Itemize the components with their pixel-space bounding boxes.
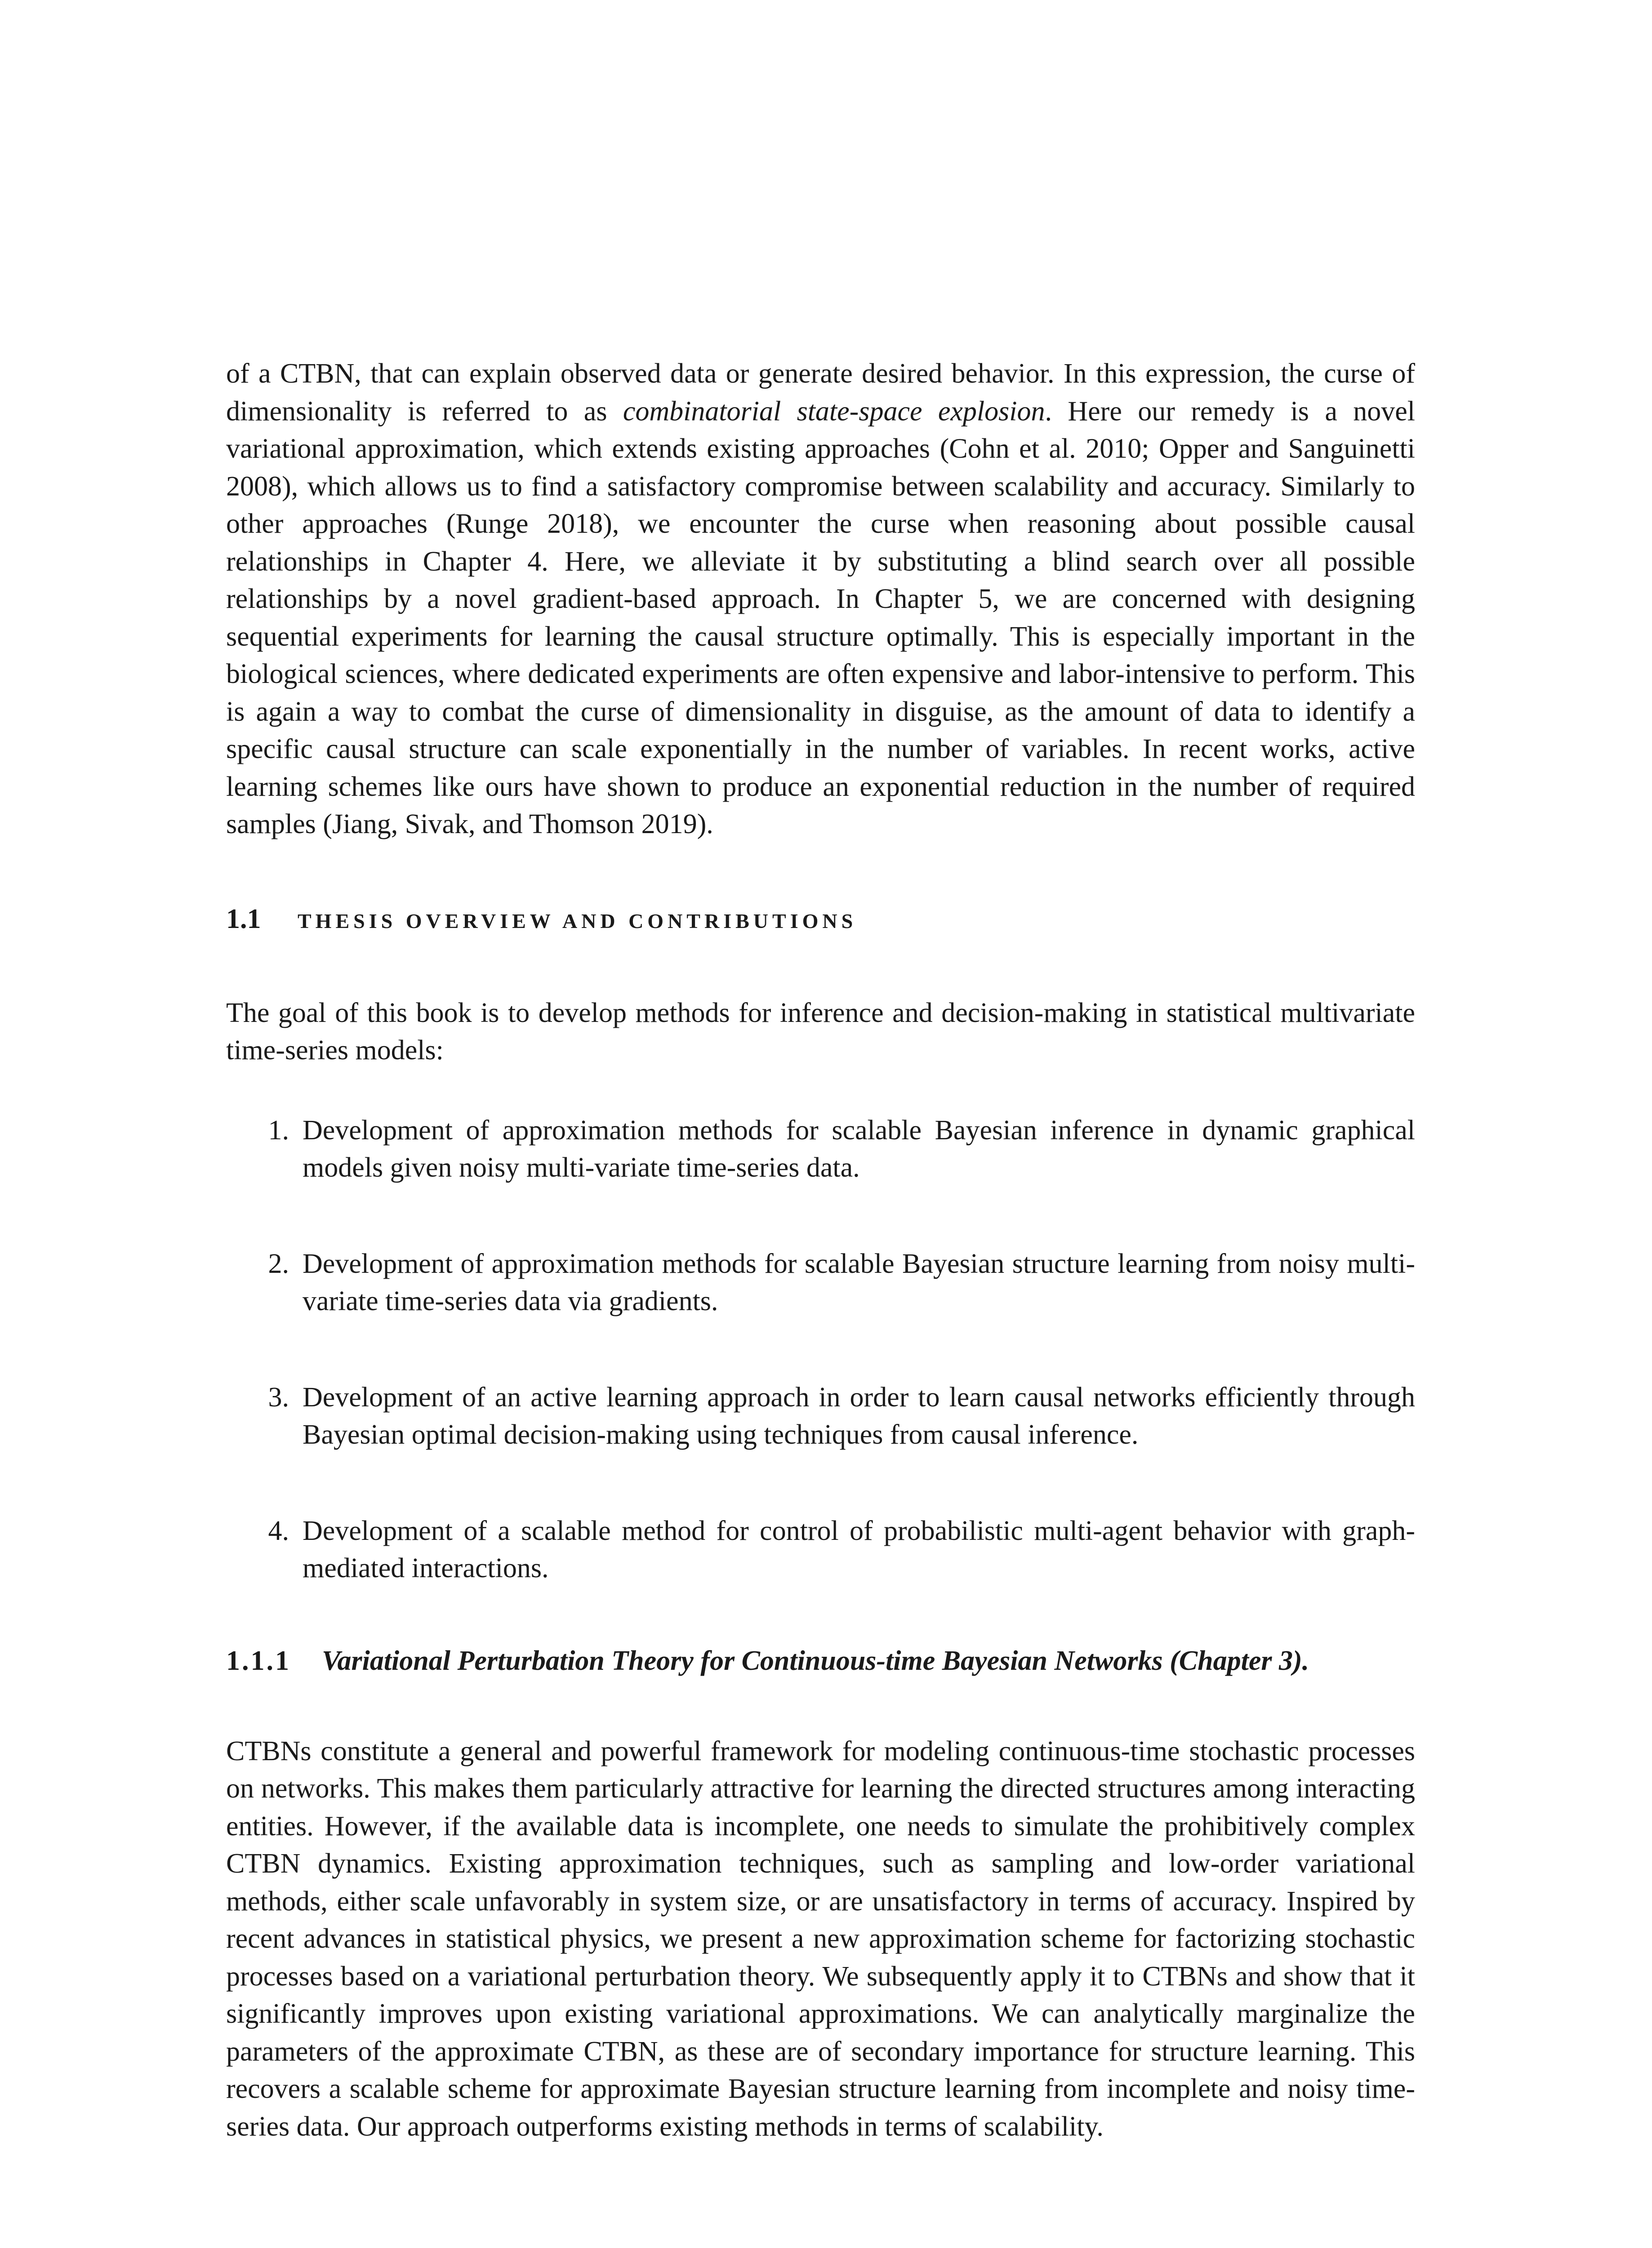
goal-item <box>226 1112 1415 1187</box>
intro-paragraph <box>226 355 1415 843</box>
subsection-body-paragraph: CTBNs constitute a general and powerful framework for modeling continuous-time stochastic processes on networks. This makes them particularly attractive for learning the directed structures among interacting entities. However, if the available data is incomplete, one needs to simulate the prohibitively complex CTBN dynamics. Existing approximation techniques, such as sampling and low-order variational methods, either scale unfavorably in system size, or are unsatisfactory in terms of accuracy. Inspired by recent advances in statistical physics, we present a new approximation scheme for factorizing stochastic processes based on a variational perturbation theory. We subsequently apply it to CTBNs and show that it significantly improves upon existing variational approximations. We can analytically marginalize the parameters of the approximate CTBN, as these are of secondary importance for structure learning. This recovers a scalable scheme for approximate Bayesian structure learning from incomplete and noisy time-series data. Our approach outperforms existing methods in terms of scalability. <box>226 1735 1415 2142</box>
goal-number: 4. <box>268 1515 289 1546</box>
subsection-number: 1.1.1 <box>226 1645 291 1676</box>
goal-text: Development of approximation methods for scalable Bayesian inference in dynamic graphical models given noisy multi-variate time-series data. <box>303 1115 1415 1183</box>
section-title: THESIS OVERVIEW AND CONTRIBUTIONS <box>298 909 857 932</box>
goal-text: Development of approximation methods for scalable Bayesian structure learning from noisy multi-variate time-series data via gradients. <box>303 1248 1415 1316</box>
goal-text: Development of a scalable method for control of probabilistic multi-agent behavior with graph-mediated interactions. <box>303 1515 1415 1583</box>
section-heading <box>226 901 1415 940</box>
subsection-title: Variational Perturbation Theory for Continuous-time Bayesian Networks (Chapter 3). <box>322 1645 1309 1676</box>
goals-list <box>226 1112 1415 1588</box>
section-intro-paragraph: The goal of this book is to develop methods for inference and decision-making in statistical multivariate time-series models: <box>226 997 1415 1066</box>
subsection-heading <box>226 1642 1415 1680</box>
goal-number: 1. <box>268 1115 289 1146</box>
goal-item <box>226 1245 1415 1320</box>
goal-text: Development of an active learning approach in order to learn causal networks efficiently through Bayesian optimal decision-making using techniques from causal inference. <box>303 1382 1415 1450</box>
page-content <box>226 355 1415 2145</box>
intro-emphasis-term: combinatorial state-space explosion <box>623 396 1045 427</box>
intro-text-after-emphasis: . Here our remedy is a novel variational approximation, which extends existing approaches (Cohn et al. 2010; Opper and Sanguinetti 2008), which allows us to find a satisfactory compromise between scalability and accuracy. Similarly to other approaches (Runge 2018), we encounter the curse when reasoning about possible causal relationships in Chapter 4. Here, we alleviate it by substituting a blind search over all possible relationships by a novel gradient-based approach. In Chapter 5, we are concerned with designing sequential experiments for learning the causal structure optimally. This is especially important in the biological sciences, where dedicated experiments are often expensive and labor-intensive to perform. This is again a way to combat the curse of dimensionality in disguise, as the amount of data to identify a specific causal structure can scale exponentially in the number of variables. In recent works, active learning schemes like ours have shown to produce an exponential reduction in the number of required samples (Jiang, Sivak, and Thomson 2019). <box>226 396 1415 839</box>
goal-number: 2. <box>268 1248 289 1279</box>
goal-item <box>226 1512 1415 1588</box>
goal-item <box>226 1379 1415 1454</box>
section-number: 1.1 <box>226 903 261 934</box>
goal-number: 3. <box>268 1382 289 1413</box>
intro-text-before-emphasis: of a CTBN, that can explain observed data or generate desired behavior. In this expression, the curse of dimensionality is referred to as <box>226 358 1415 427</box>
